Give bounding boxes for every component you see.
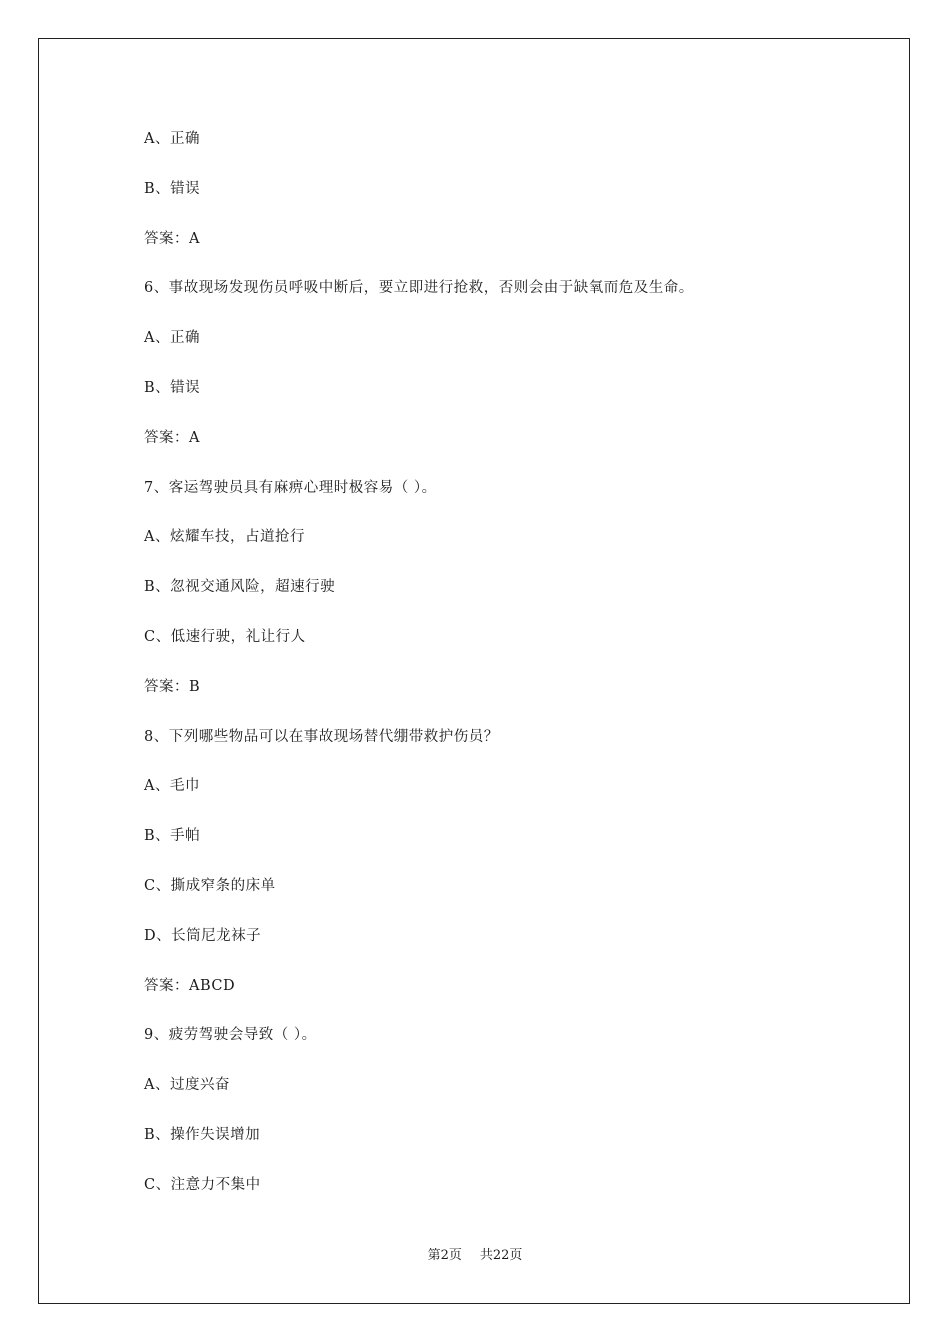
page-total: 共22页: [479, 1248, 523, 1263]
option-b: B、忽视交通风险，超速行驶: [144, 579, 336, 596]
question-6: 6、事故现场发现伤员呼吸中断后，要立即进行抢救，否则会由于缺氧而危及生命。: [144, 280, 694, 297]
answer-line: 答案：B: [144, 678, 201, 695]
answer-line: 答案：A: [144, 429, 200, 446]
question-8: 8、下列哪些物品可以在事故现场替代绷带救护伤员？: [144, 728, 499, 745]
option-b: B、错误: [144, 379, 201, 396]
question-9: 9、疲劳驾驶会导致（ ）。: [144, 1027, 317, 1044]
page-number: 第2页: [427, 1248, 462, 1263]
option-c: C、低速行驶，礼让行人: [144, 628, 306, 645]
option-c: C、撕成窄条的床单: [144, 877, 276, 894]
document-body: [144, 128, 864, 1224]
option-b: B、错误: [144, 180, 201, 197]
option-b: B、操作失误增加: [144, 1126, 261, 1143]
option-a: A、正确: [144, 131, 200, 147]
option-a: A、正确: [144, 330, 200, 347]
option-c: C、注意力不集中: [144, 1176, 261, 1193]
answer-line: 答案：A: [144, 230, 200, 247]
page-footer: [0, 1246, 950, 1266]
option-a: A、过度兴奋: [144, 1077, 230, 1094]
option-a: A、毛巾: [144, 778, 200, 795]
option-a: A、炫耀车技，占道抢行: [144, 529, 305, 546]
answer-line: 答案：ABCD: [144, 977, 236, 994]
question-7: 7、客运驾驶员具有麻痹心理时极容易（ ）。: [144, 479, 437, 496]
option-b: B、手帕: [144, 828, 201, 845]
option-d: D、长筒尼龙袜子: [144, 927, 262, 944]
